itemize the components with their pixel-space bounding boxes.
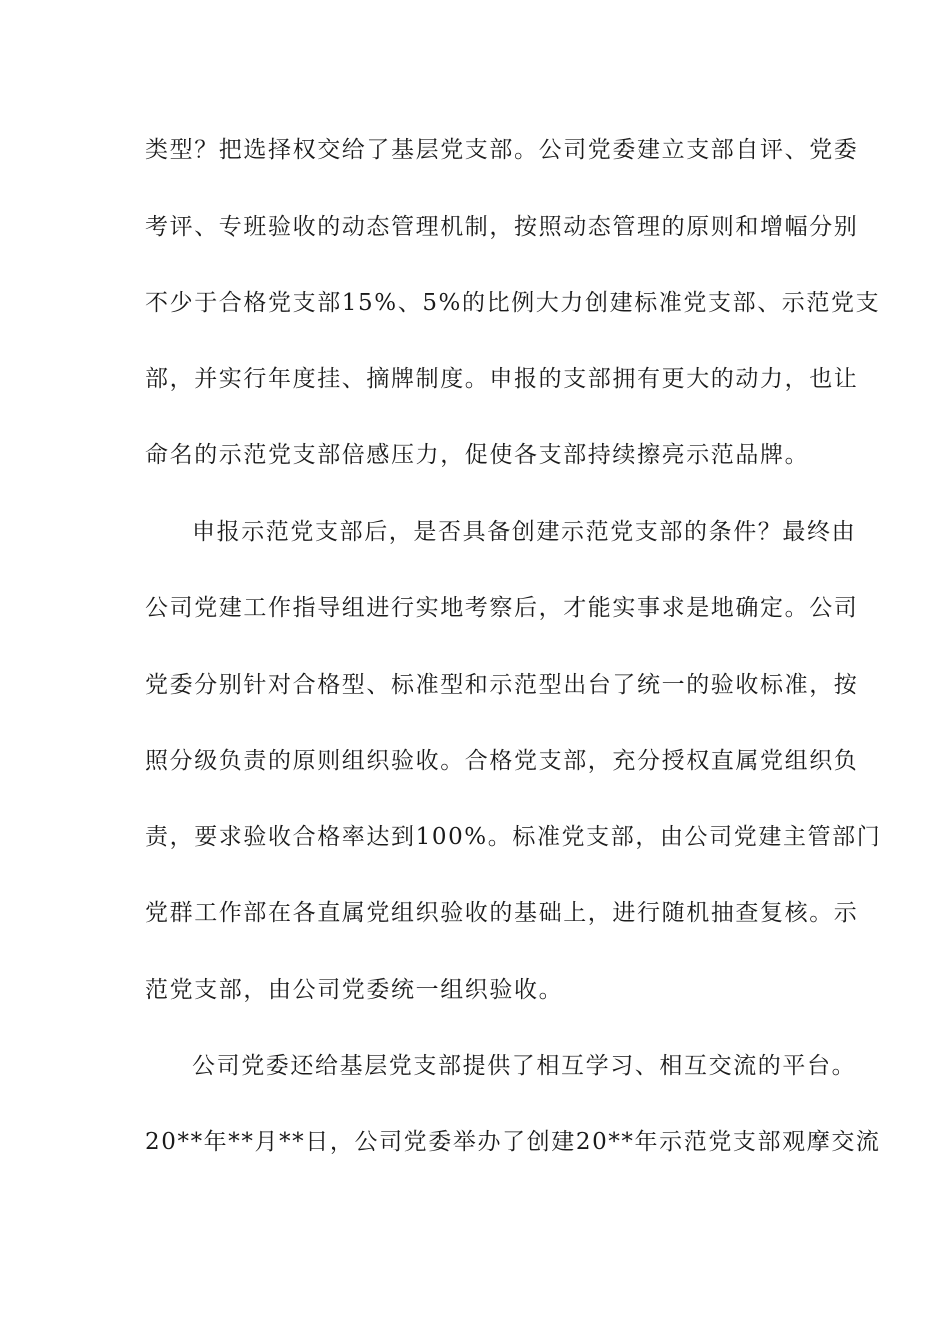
text-line: 命名的示范党支部倍感压力，促使各支部持续擦亮示范品牌。	[145, 442, 810, 468]
text-line: 考评、专班验收的动态管理机制，按照动态管理的原则和增幅分别	[145, 214, 859, 240]
text-line: 类型？把选择权交给了基层党支部。公司党委建立支部自评、党委	[145, 137, 859, 163]
text-line: 不少于合格党支部15%、5%的比例大力创建标准党支部、示范党支	[145, 290, 881, 316]
text-line: 范党支部，由公司党委统一组织验收。	[145, 977, 564, 1003]
text-line: 部，并实行年度挂、摘牌制度。申报的支部拥有更大的动力，也让	[145, 366, 859, 392]
text-line: 20**年**月**日，公司党委举办了创建20**年示范党支部观摩交流	[145, 1129, 881, 1155]
text-line: 党委分别针对合格型、标准型和示范型出台了统一的验收标准，按	[145, 672, 859, 698]
paragraph-first-line: 申报示范党支部后，是否具备创建示范党支部的条件？最终由	[192, 519, 857, 545]
text-line: 照分级负责的原则组织验收。合格党支部，充分授权直属党组织负	[145, 748, 859, 774]
text-line: 党群工作部在各直属党组织验收的基础上，进行随机抽查复核。示	[145, 900, 859, 926]
text-line: 公司党建工作指导组进行实地考察后，才能实事求是地确定。公司	[145, 595, 859, 621]
text-line: 责，要求验收合格率达到100%。标准党支部，由公司党建主管部门	[145, 824, 882, 850]
paragraph-first-line: 公司党委还给基层党支部提供了相互学习、相互交流的平台。	[192, 1053, 857, 1079]
